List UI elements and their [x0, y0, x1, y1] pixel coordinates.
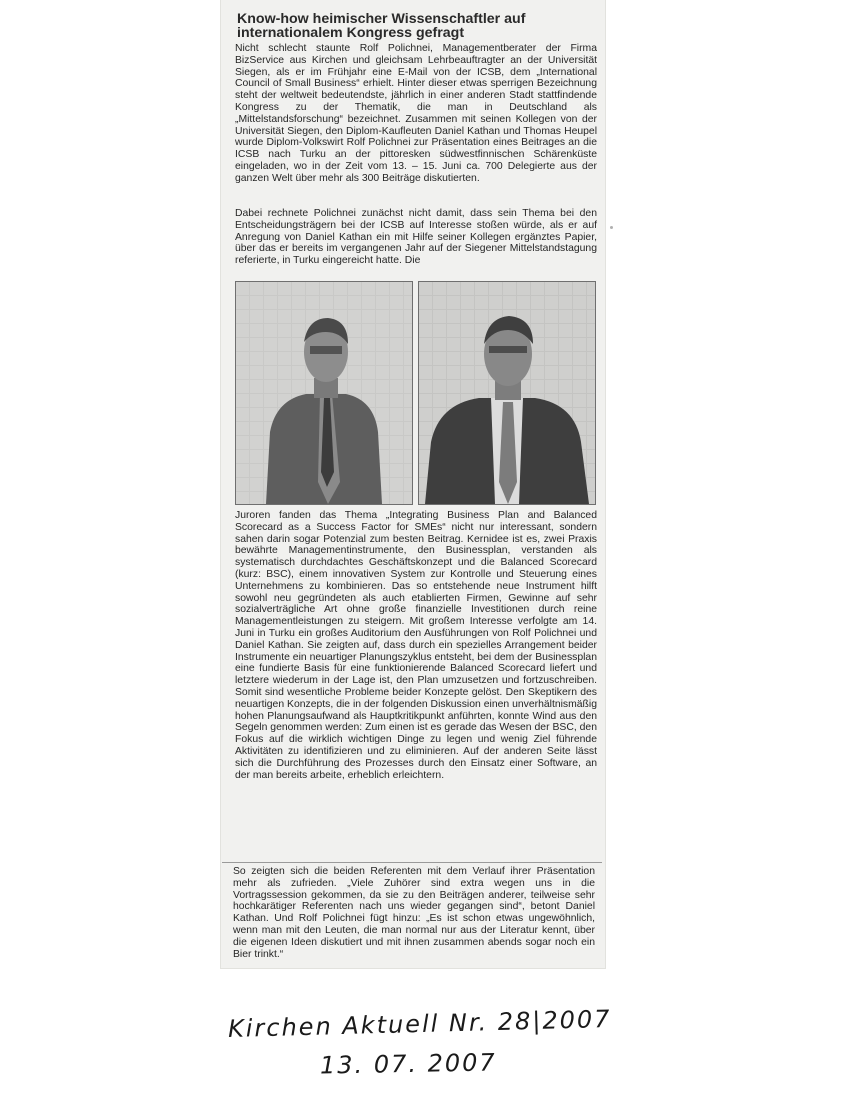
scan-speck	[610, 226, 613, 229]
article-paragraph-3: Juroren fanden das Thema „Integrating Business Plan and Balanced Scorecard as a Success Factor for SMEs“ nicht nur interessant, sondern sahen darin sogar Potenzial zum besten Beitrag. Kernidee ist es, zwei Praxis bewährte Managementinstrumente, den Businessplan, verstanden als systematisch durchdachtes Geschäftskonzept und die Balanced Scorecard (kurz: BSC), einem innovativen System zur Kontrolle und Steuerung eines Unternehmens zu kombinieren. Das so entstehende neue Instrument hilft sowohl neu gegründeten als auch etablierten Firmen, Gewinne auf sehr sozialverträgliche Art ohne große finanzielle Investitionen durch reine Managementleistungen zu steigern. Mit großem Interesse verfolgte am 14. Juni in Turku ein großes Auditorium den Ausführungen von Rolf Polichnei und Daniel Kathan. Sie zeigten auf, dass durch ein spezielles Arrangement beider Instrumente ein neuartiger Planungszyklus entsteht, bei dem der Businessplan eine fundierte Basis für eine funktionierende Balanced Scorecard liefert und letztere wiederum in der Lage ist, den Plan umzusetzen und fortzuschreiben. Somit sind wesentliche Probleme beider Konzepte gelöst. Den Skeptikern des neuartigen Konzepts, die in der folgenden Diskussion einen unverhältnismäßig hohen Planungsaufwand als Hauptkritikpunkt anführten, konnte Wind aus den Segeln genommen werden: Zum einen ist es gerade das Wesen der BSC, den Fokus auf die wirklich wichtigen Dinge zu legen und wenig Ziel führende Aktivitäten zu identifizieren und zu eliminieren. Auf der anderen Seite lässt sich die Durchführung des Prozesses durch den Einsatz einer Software, an der man bereits arbeite, erheblich erleichtern.	[235, 510, 597, 781]
photo-rolf-polichnei	[235, 281, 413, 505]
article-paragraph-2: Dabei rechnete Polichnei zunächst nicht damit, dass sein Thema bei den Entscheidungsträgern bei der ICSB auf Interesse stoßen würde, als er auf Anregung von Daniel Kathan ein mit Hilfe seiner Kollegen ergänztes Papier, über das er bereits im vergangenen Jahr auf der Siegener Mittelstandstagung referierte, in Turku eingereicht hatte. Die	[235, 208, 597, 267]
article-paragraph-4: So zeigten sich die beiden Referenten mit dem Verlauf ihrer Präsentation mehr als zufrieden. „Viele Zuhörer sind extra wegen uns in die Vortragssession gekommen, da sie zu den Beiträgen anderer, teilweise sehr hochkarätiger Referenten nach uns wieder gegangen sind“, betont Daniel Kathan. Und Rolf Polichnei fügt hinzu: „Es ist schon etwas ungewöhnlich, wenn man mit den Leuten, die man normal nur aus der Literatur kennt, über die eigenen Ideen diskutiert und mit ihnen zusammen abends sogar noch ein Bier trinkt.“	[233, 866, 595, 960]
handwritten-source-note: Kirchen Aktuell Nr. 28|2007	[227, 1004, 612, 1044]
photo-daniel-kathan	[418, 281, 596, 505]
article-headline: Know-how heimischer Wissenschaftler auf internationalem Kongress gefragt	[237, 11, 526, 41]
column-divider	[222, 862, 602, 863]
handwritten-date-note: 13. 07. 2007	[319, 1048, 497, 1080]
article-paragraph-1: Nicht schlecht staunte Rolf Polichnei, Managementberater der Firma BizService aus Kirchen und gleichsam Lehrbeauftragter an der Universität Siegen, als er im Frühjahr eine E-Mail von der ICSB, dem „International Council of Small Business“ erhielt. Hinter dieser etwas sperrigen Bezeichnung steht der weltweit bedeutendste, jährlich in einer anderen Stadt stattfindende Kongress zu der Thematik, die man in Deutschland als „Mittelstandsforschung“ bezeichnet. Zusammen mit seinen Kollegen von der Universität Siegen, den Diplom-Kaufleuten Daniel Kathan und Thomas Heupel wurde Diplom-Volkswirt Rolf Polichnei zur Präsentation eines Beitrages an die ICSB nach Turku an der pittoresken südwestfinnischen Schärenküste eingeladen, wo in der Zeit vom 13. – 15. Juni ca. 700 Delegierte aus der ganzen Welt über mehr als 300 Beiträge diskutierten.	[235, 43, 597, 184]
